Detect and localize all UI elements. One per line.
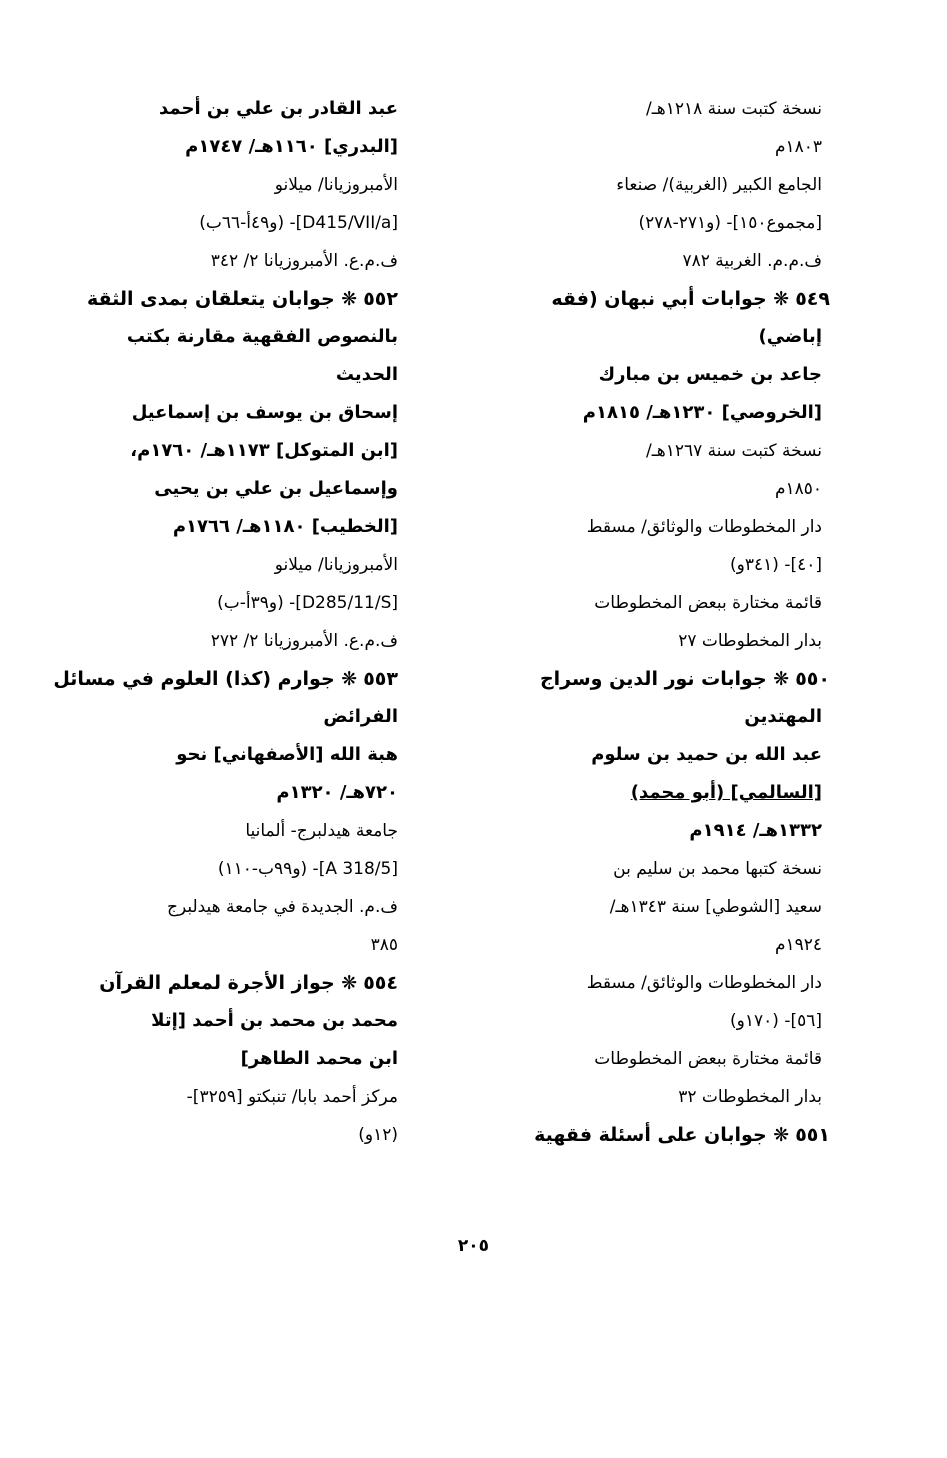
left-column (53, 90, 398, 1154)
entry-title: جواز الأجرة لمعلم القرآن (99, 972, 335, 994)
entry-heading-550 (482, 660, 830, 698)
text-line: قائمة مختارة ببعض المخطوطات (594, 1049, 822, 1069)
text-line: ف.م.ع. الأمبروزيانا ٢/ ٣٤٢ (210, 251, 398, 271)
text-line: نسخة كتبها محمد بن سليم بن (613, 859, 822, 879)
page-number: ٢٠٥ (457, 1236, 490, 1256)
author-line: [السالمي] (أبو محمد) (630, 782, 822, 803)
text-line: بدار المخطوطات ٣٢ (678, 1087, 822, 1107)
entry-number: ٥٥٠ (795, 668, 830, 690)
author-line: ١٣٣٢هـ/ ١٩١٤م (689, 820, 822, 841)
text-line: مركز أحمد بابا/ تنبكتو [٣٢٥٩]- (186, 1087, 398, 1107)
text-line: نسخة كتبت سنة ١٢١٨هـ/ (646, 99, 822, 119)
entry-number: ٥٥٢ (363, 288, 398, 310)
text-line: [مجموع١٥٠]- (و٢٧١-٢٧٨) (638, 213, 822, 233)
entry-heading-552 (86, 280, 398, 318)
author-line: ابن محمد الطاهر] (240, 1048, 398, 1069)
author-line: [الخروصي] ١٢٣٠هـ/ ١٨١٥م (582, 402, 822, 423)
author-line: عبد القادر بن علي بن أحمد (159, 98, 398, 119)
entry-title-continued: الفرائض (323, 706, 398, 727)
entry-number: ٥٥٣ (363, 668, 398, 690)
entry-title: جوابان على أسئلة فقهية (534, 1124, 767, 1146)
author-line: محمد بن محمد بن أحمد [إتلا (151, 1010, 398, 1031)
text-line: [٤٠]- (٣٤١و) (730, 555, 822, 575)
text-line: ف.م. الجديدة في جامعة هيدلبرج (166, 897, 398, 917)
author-line: عبد الله بن حميد بن سلوم (591, 744, 822, 765)
text-line: الجامع الكبير (الغربية)/ صنعاء (616, 175, 822, 195)
author-line: [ابن المتوكل] ١١٧٣هـ/ ١٧٦٠م، (130, 440, 398, 461)
star-icon: ❋ (773, 1124, 790, 1146)
entry-title: جوابات نور الدين وسراج (539, 668, 767, 690)
entry-title-continued: المهتدين (744, 706, 822, 727)
text-line: [D285/11/S]- (و٣٩أ-ب) (217, 593, 398, 613)
right-column (482, 90, 830, 1154)
entry-title: جوابان يتعلقان بمدى الثقة (86, 288, 335, 310)
entry-number: ٥٤٩ (795, 288, 830, 310)
text-line: (١٢و) (358, 1125, 398, 1145)
entry-heading-553 (53, 660, 398, 698)
entry-heading-554 (98, 964, 398, 1002)
star-icon: ❋ (341, 288, 358, 310)
author-line: [الخطيب] ١١٨٠هـ/ ١٧٦٦م (172, 516, 398, 537)
text-line: ف.م.ع. الأمبروزيانا ٢/ ٢٧٢ (210, 631, 398, 651)
entry-title: جوابات أبي نبهان (فقه (551, 288, 767, 310)
author-line: ٧٢٠هـ/ ١٣٢٠م (276, 782, 398, 803)
star-icon: ❋ (341, 668, 358, 690)
text-line: بدار المخطوطات ٢٧ (678, 631, 822, 651)
text-line: دار المخطوطات والوثائق/ مسقط (586, 973, 822, 993)
star-icon: ❋ (773, 668, 790, 690)
text-line: قائمة مختارة ببعض المخطوطات (594, 593, 822, 613)
star-icon: ❋ (773, 288, 790, 310)
author-line: هبة الله [الأصفهاني] نحو (176, 744, 398, 765)
entry-title-continued: بالنصوص الفقهية مقارنة بكتب (126, 326, 398, 347)
text-line: ٣٨٥ (370, 935, 398, 955)
author-line: جاعد بن خميس بن مبارك (598, 364, 822, 385)
text-line: سعيد [الشوطي] سنة ١٣٤٣هـ/ (609, 897, 822, 917)
entry-heading-549 (482, 280, 830, 318)
text-line: ف.م.م. الغربية ٧٨٢ (682, 251, 822, 271)
text-line: الأمبروزيانا/ ميلانو (274, 175, 398, 195)
text-line: [A 318/5]- (و٩٩ب-١١٠) (217, 859, 398, 879)
entry-title-continued: الحديث (335, 364, 398, 385)
text-line: ١٨٠٣م (774, 137, 822, 157)
entry-number: ٥٥٤ (363, 972, 398, 994)
entry-heading-551 (482, 1116, 830, 1154)
text-line: [٥٦]- (١٧٠و) (730, 1011, 822, 1031)
author-line: وإسماعيل بن علي بن يحيى (154, 478, 398, 499)
text-line: جامعة هيدلبرج- ألمانيا (245, 821, 398, 841)
text-line: [D415/VII/a]- (و٤٩أ-٦٦ب) (199, 213, 398, 233)
author-line: [البدري] ١١٦٠هـ/ ١٧٤٧م (185, 136, 398, 157)
text-line: ١٨٥٠م (774, 479, 822, 499)
author-line: إسحاق بن يوسف بن إسماعيل (131, 402, 398, 423)
entry-title-continued: إباضي) (758, 326, 822, 347)
entry-number: ٥٥١ (795, 1124, 830, 1146)
text-line: ١٩٢٤م (774, 935, 822, 955)
text-line: الأمبروزيانا/ ميلانو (274, 555, 398, 575)
entry-title: جوارم (كذا) العلوم في مسائل (53, 668, 335, 690)
text-line: دار المخطوطات والوثائق/ مسقط (586, 517, 822, 537)
star-icon: ❋ (341, 972, 358, 994)
text-line: نسخة كتبت سنة ١٢٦٧هـ/ (646, 441, 822, 461)
